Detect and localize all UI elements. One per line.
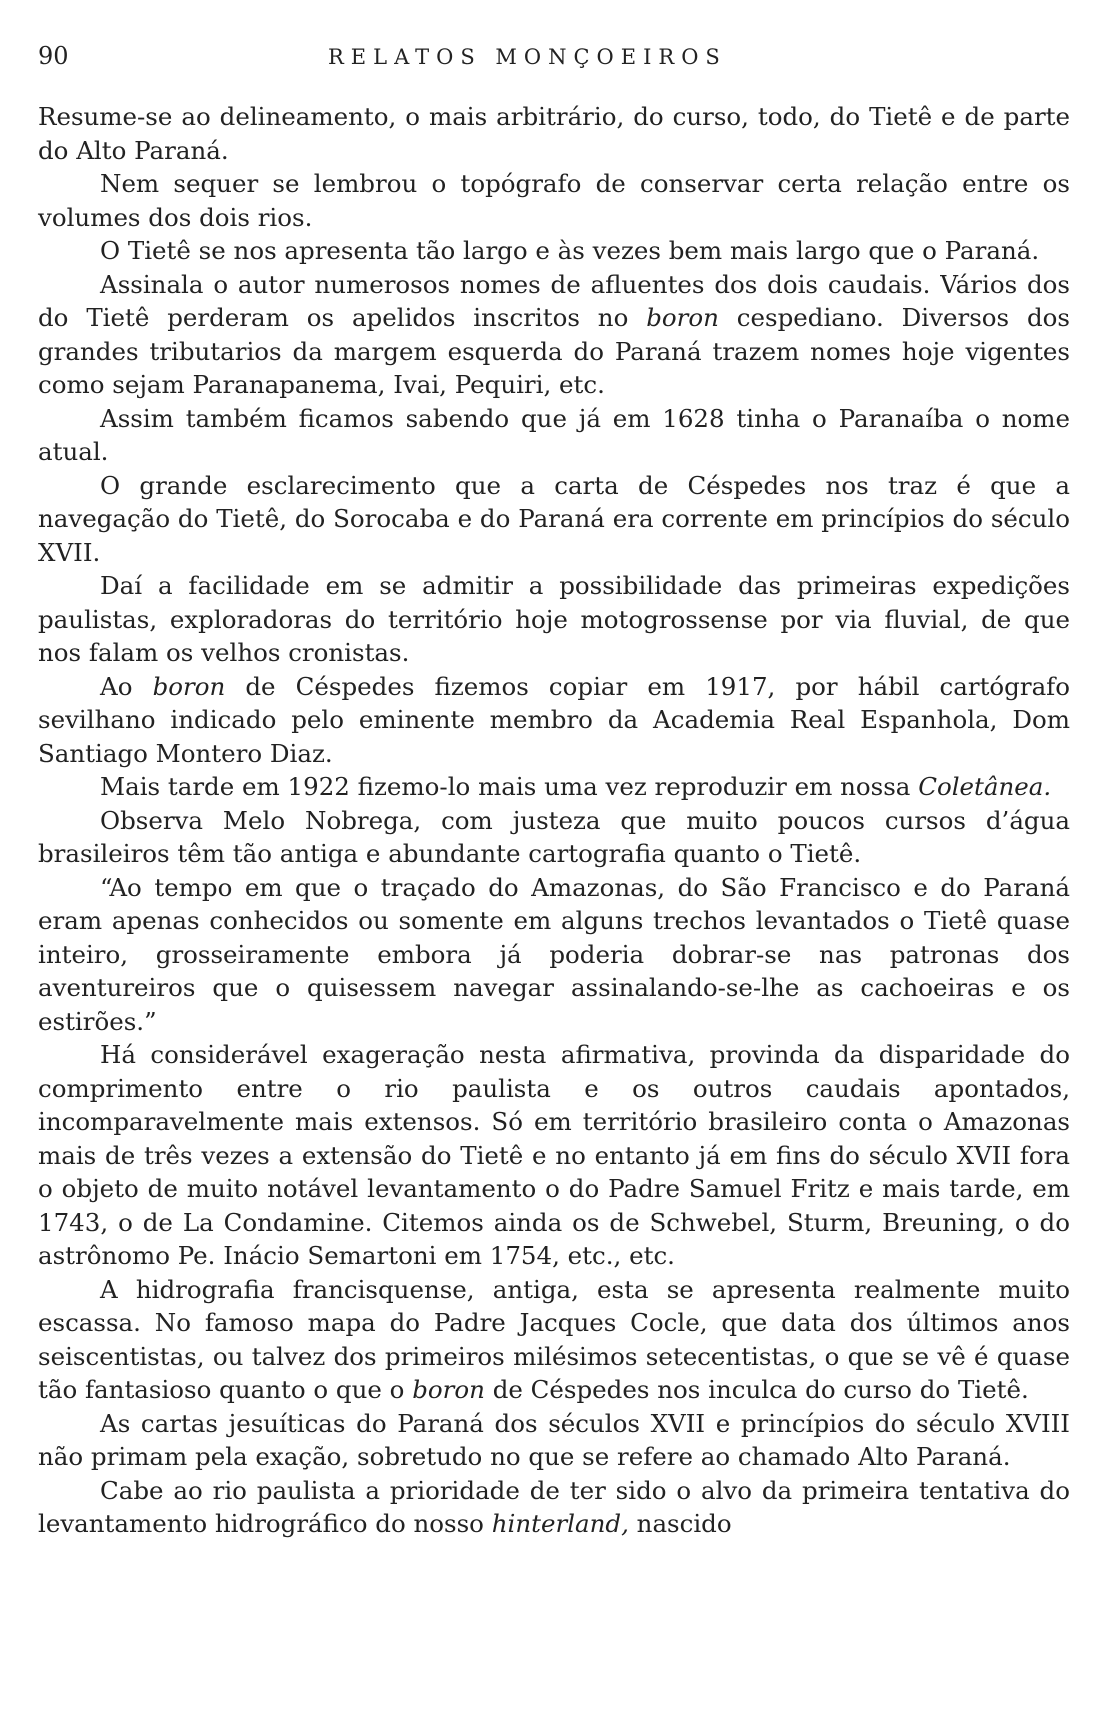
running-title: RELATOS MONÇOEIROS [328,45,727,69]
paragraph [38,100,1070,167]
text-run: Assim também ficamos sabendo que já em 1628 tinha o Paranaíba o nome atual. [38,403,1070,466]
text-run: de Céspedes nos inculca do curso do Tietê. [484,1375,1029,1404]
text-run: Observa Melo Nobrega, com justeza que muito poucos cursos d’água brasileiros têm tão antiga e abundante cartografia quanto o Tietê. [38,805,1070,868]
running-head [38,42,1070,82]
text-run: O grande esclarecimento que a carta de Céspedes nos traz é que a navegação do Tietê, do Sorocaba e do Paraná era corrente em princípios do século XVII. [38,470,1070,567]
paragraph [38,268,1070,402]
paragraph [38,670,1070,771]
paragraph [38,871,1070,1039]
text-run: Nem sequer se lembrou o topógrafo de conservar certa relação entre os volumes dos dois rios. [38,169,1070,232]
paragraph [38,469,1070,570]
text-run: Ao [100,671,153,701]
text-run: cespediano. Diversos dos grandes tributarios da margem esquerda do Paraná trazem nomes hoje vigentes como sejam Paranapanema, Ivai, Pequiri, etc. [38,303,1070,399]
paragraph [38,1038,1070,1273]
italic-term: boron [646,303,719,332]
text-run: As cartas jesuíticas do Paraná dos séculos XVII e princípios do século XVIII não primam pela exação, sobretudo no que se refere ao chamado Alto Paraná. [38,1408,1070,1471]
italic-term: boron [152,671,226,701]
text-run: nascido [628,1509,732,1538]
text-run: de Céspedes fizemos copiar em 1917, por hábil cartógrafo sevilhano indicado pelo eminente membro da Academia Real Espanhola, Dom Santiago Montero Diaz. [38,671,1070,768]
paragraph [38,1474,1070,1541]
italic-term: boron [412,1375,485,1404]
paragraph [38,1273,1070,1407]
paragraph [38,402,1070,469]
body-text [38,100,1070,1541]
text-run: Mais tarde em 1922 fizemo-lo mais uma vez reproduzir em nossa [100,772,919,801]
paragraph [38,770,1070,804]
text-run: Cabe ao rio paulista a prioridade de ter sido o alvo da primeira tentativa do levantamento hidrográfico do nosso [38,1475,1070,1538]
paragraph [38,569,1070,670]
italic-term: hinterland, [491,1509,629,1538]
text-run: A hidrografia francisquense, antiga, esta se apresenta realmente muito escassa. No famoso mapa do Padre Jacques Cocle, que data dos últimos anos seiscentistas, ou talvez dos primeiros milésimos setecentistas, o que se vê é quase tão fantasioso quanto o que o [38,1274,1070,1404]
page-number: 90 [38,42,69,70]
paragraph [38,804,1070,871]
italic-term: Coletânea. [918,772,1052,801]
text-run: Daí a facilidade em se admitir a possibilidade das primeiras expedições paulistas, exploradoras do território hoje motogrossense por via fluvial, de que nos falam os velhos cronistas. [38,571,1070,667]
text-run: O Tietê se nos apresenta tão largo e às vezes bem mais largo que o Paraná. [100,236,1040,265]
paragraph [38,234,1070,268]
paragraph [38,167,1070,234]
text-run: Assinala o autor numerosos nomes de afluentes dos dois caudais. Vários dos do Tietê perderam os apelidos inscritos no [38,269,1070,332]
text-run: Há considerável exageração nesta afirmativa, provinda da disparidade do comprimento entre o rio paulista e os outros caudais apontados, incomparavelmente mais extensos. Só em território brasileiro conta o Amazonas mais de três vezes a extensão do Tietê e no entanto já em fins do século XVII fora o objeto de muito notável levantamento o do Padre Samuel Fritz e mais tarde, em 1743, o de La Condamine. Citemos ainda os de Schwebel, Sturm, Breuning, o do astrônomo Pe. Inácio Semartoni em 1754, etc., etc. [38,1040,1070,1270]
paragraph [38,1407,1070,1474]
text-run: Resume-se ao delineamento, o mais arbitrário, do curso, todo, do Tietê e de parte do Alto Paraná. [38,102,1070,165]
quotation: “Ao tempo em que o traçado do Amazonas, do São Francisco e do Paraná eram apenas conhecidos ou somente em alguns trechos levantados o Tietê quase inteiro, grosseiramente embora já poderia dobrar-se nas patronas dos aventureiros que o quisessem navegar assinalando-se-lhe as cachoeiras e os estirões.” [38,872,1070,1036]
